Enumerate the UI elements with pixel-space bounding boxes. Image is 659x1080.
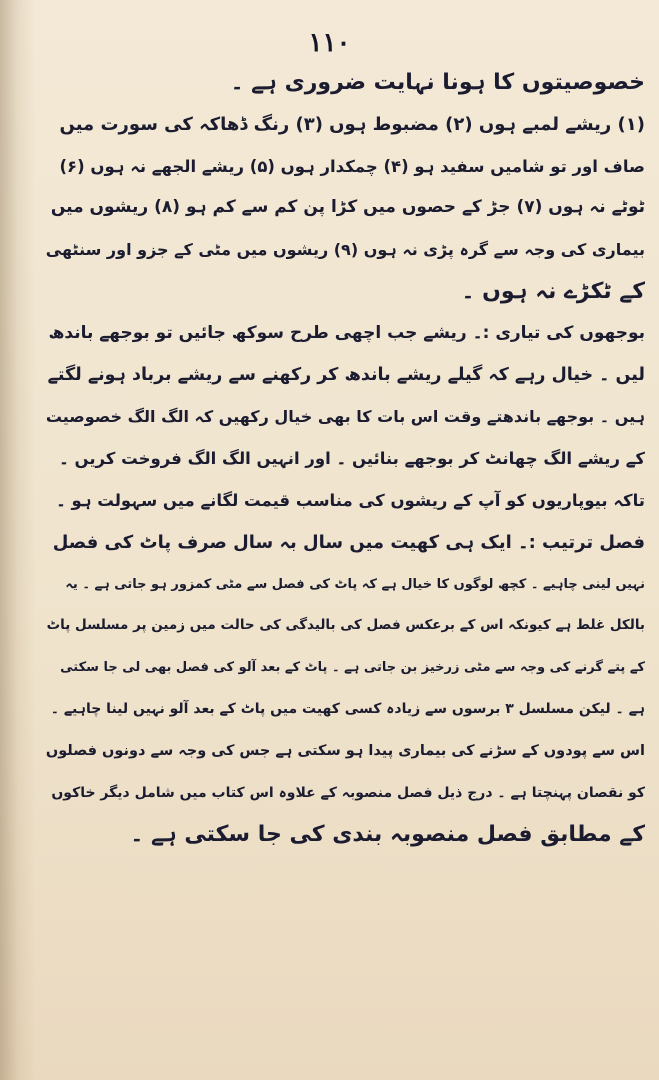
text-line: کے مطابق فصل منصوبہ بندی کی جا سکتی ہے ۔	[130, 822, 645, 848]
text-line: بالکل غلط ہے کیونکہ اس کے برعکس فصل کی بالیدگی کی حالت میں زمین پر مسلسل پاٹ	[46, 617, 645, 634]
text-line: صاف اور تو شامیں سفید ہو (۴) چمکدار ہوں (۵) ریشے الجھے نہ ہوں (۶)	[59, 156, 645, 176]
text-line: لیں ۔ خیال رہے کہ گیلے ریشے باندھ کر رکھنے سے ریشے برباد ہونے لگتے	[47, 364, 645, 385]
text-line: اس سے پودوں کے سڑنے کی بیماری پیدا ہو سکتی ہے جس کی وجہ سے دونوں فصلوں	[45, 742, 645, 759]
text-line: بیماری کی وجہ سے گرہ پڑی نہ ہوں (۹) ریشوں میں مٹی کے جزو اور سنٹھی	[45, 240, 645, 260]
text-line: ہیں ۔ بوجھے باندھتے وقت اس بات کا بھی خیال رکھیں کہ الگ الگ خصوصیت	[45, 407, 645, 427]
text-line: خصوصیتوں کا ہونا نہایت ضروری ہے ۔	[230, 70, 645, 95]
text-line: ہے ۔ لیکن مسلسل ۳ برسوں سے زیادہ کسی کھیت میں پاٹ کے بعد آلو نہیں لینا چاہیے ۔	[50, 700, 645, 717]
body-text	[44, 62, 645, 856]
text-line: فصل ترتیب :۔ ایک ہی کھیت میں سال بہ سال صرف پاٹ کی فصل	[52, 531, 645, 553]
text-line: نہیں لینی چاہیے ۔ کچھ لوگوں کا خیال ہے کہ پاٹ کی فصل سے مٹی کمزور ہو جاتی ہے ۔ یہ	[65, 576, 645, 592]
text-line: کو نقصان پہنچتا ہے ۔ درج ذیل فصل منصوبہ کے علاوہ اس کتاب میں شامل دیگر خاکوں	[51, 784, 645, 801]
text-line: تاکہ بیوپاریوں کو آپ کے ریشوں کی مناسب قیمت لگانے میں سہولت ہو ۔	[56, 490, 645, 510]
bleed-through-text	[120, 992, 639, 1062]
text-line: ٹوٹے نہ ہوں (۷) جڑ کے حصوں میں کڑا پن کم سے کم ہو (۸) ریشوں میں	[50, 197, 645, 218]
text-line: کے ٹکڑے نہ ہوں ۔	[461, 278, 645, 304]
text-line: کے پتے گرنے کی وجہ سے مٹی زرخیز بن جاتی ہے ۔ پاٹ کے بعد آلو کی فصل بھی لی جا سکتی	[60, 660, 645, 676]
page-number: ۱۱۰	[308, 28, 351, 58]
text-line: بوجھوں کی تیاری :۔ ریشے جب اچھی طرح سوکھ جائیں تو بوجھے باندھ	[48, 322, 645, 343]
text-line: کے ریشے الگ چھانٹ کر بوجھے بنائیں ۔ اور انہیں الگ الگ فروخت کریں ۔	[59, 449, 645, 469]
text-line: (۱) ریشے لمبے ہوں (۲) مضبوط ہوں (۳) رنگ ڈھاکہ کی سورت میں	[59, 113, 645, 135]
binding-shadow	[0, 0, 36, 1080]
